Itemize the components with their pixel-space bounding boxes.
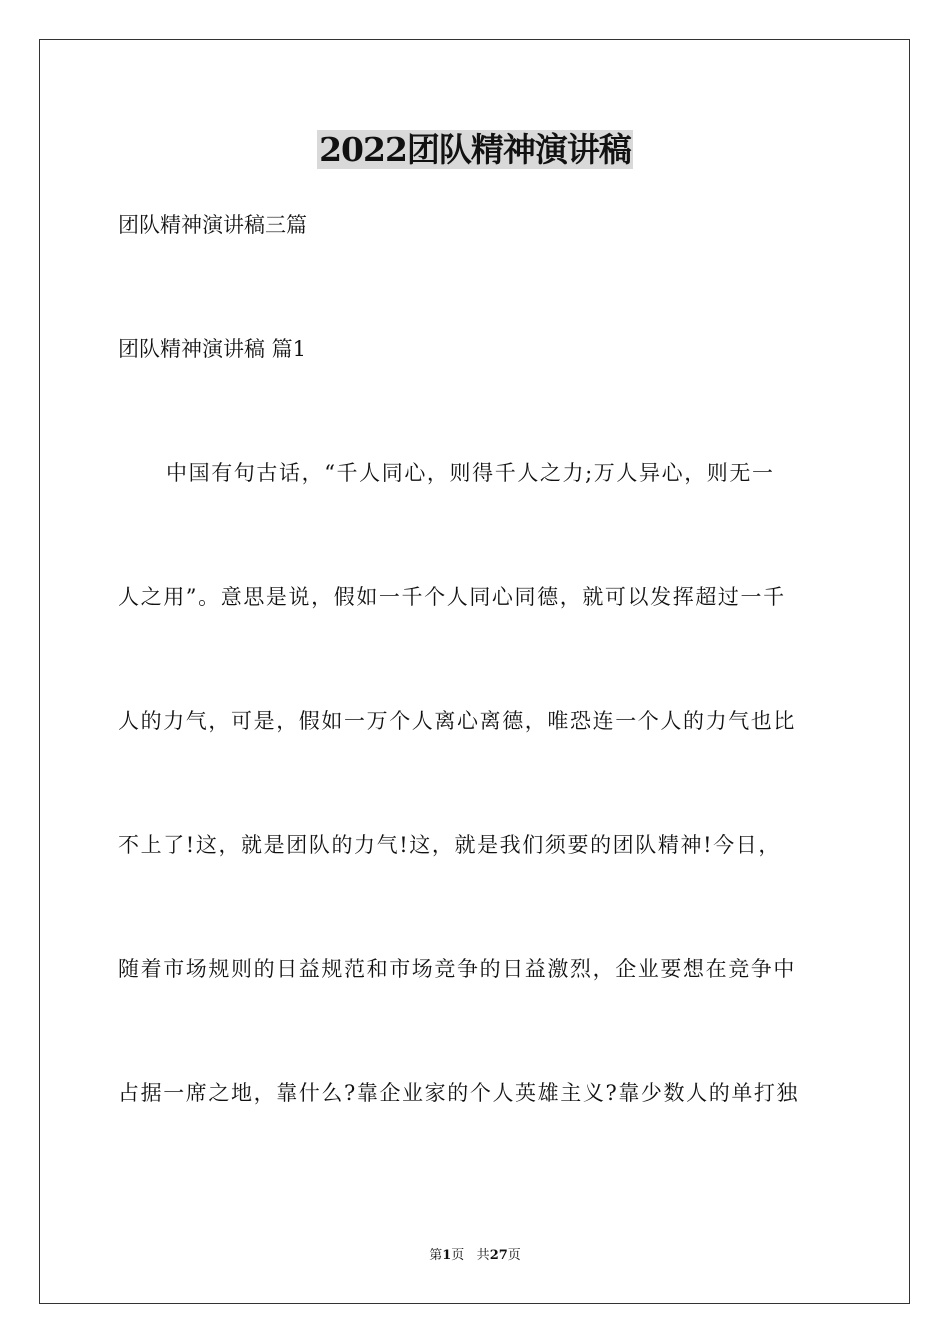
footer-total-suffix: 页 (507, 1248, 521, 1263)
paragraph-line: 人之用”。意思是说，假如一千个人同心同德，就可以发挥超过一千 (118, 585, 786, 609)
paragraph-line: 中国有句古话，“千人同心，则得千人之力;万人异心，则无一 (166, 461, 775, 485)
paragraph-line: 人的力气，可是，假如一万个人离心离德，唯恐连一个人的力气也比 (118, 709, 796, 733)
document-title (0, 128, 950, 172)
footer-current-page: 1 (442, 1248, 452, 1263)
document-title-text: 2022团队精神演讲稿 (319, 130, 631, 169)
page-footer (0, 1247, 950, 1265)
paragraph-line: 随着市场规则的日益规范和市场竞争的日益激烈，企业要想在竞争中 (118, 957, 796, 981)
section-heading: 团队精神演讲稿 篇1 (118, 337, 307, 361)
paragraph-line: 不上了!这，就是团队的力气!这，就是我们须要的团队精神!今日， (118, 833, 781, 857)
footer-total-pages: 27 (489, 1248, 508, 1263)
paragraph-line: 占据一席之地，靠什么?靠企业家的个人英雄主义?靠少数人的单打独 (118, 1081, 800, 1105)
footer-total-prefix: 共 (476, 1248, 490, 1263)
footer-page-word: 页 (451, 1248, 465, 1263)
footer-prefix: 第 (429, 1248, 443, 1263)
document-subtitle: 团队精神演讲稿三篇 (118, 213, 307, 237)
